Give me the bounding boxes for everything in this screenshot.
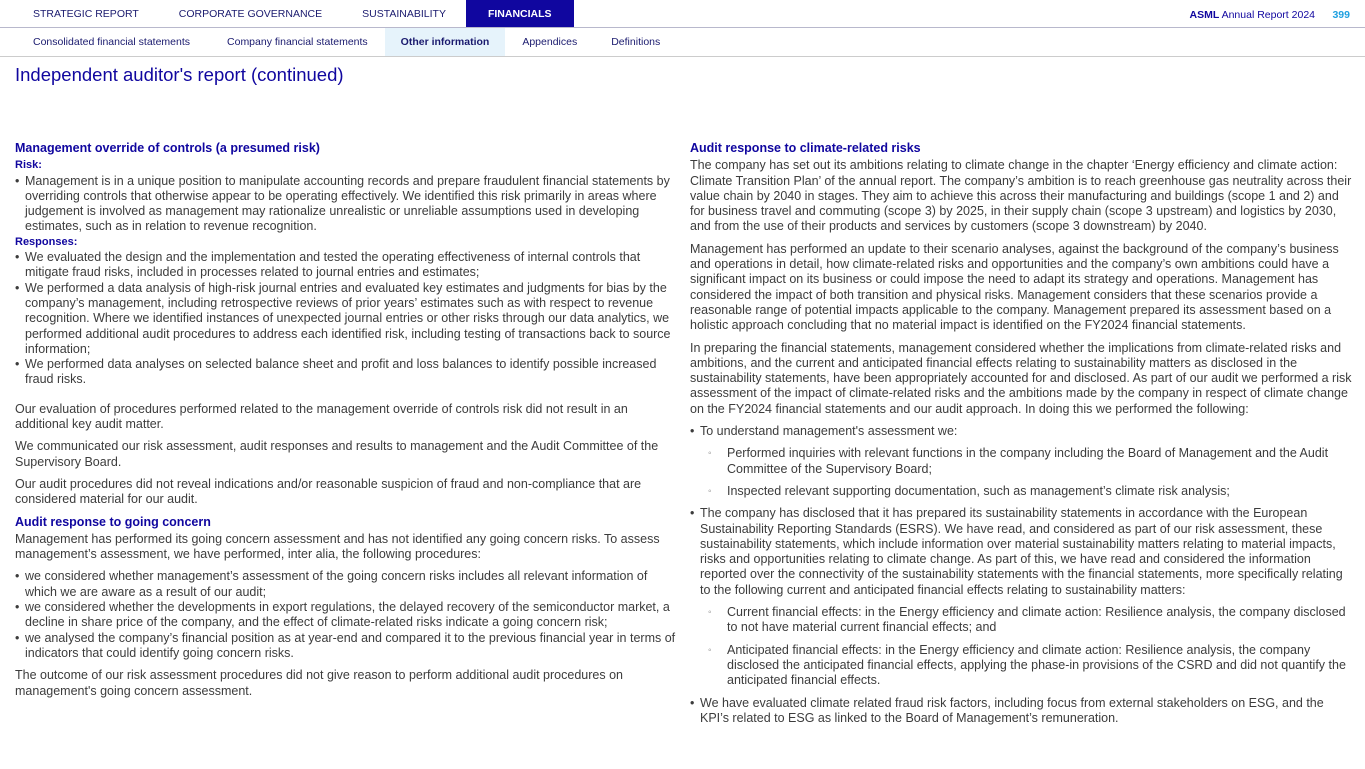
paragraph: Management has performed its going concern assessment and has not identified any going concern risks. To assess management’s assessment, we have performed, inter alia, the following procedures: (15, 531, 660, 562)
page-title: Independent auditor's report (continued) (15, 64, 344, 85)
sub-list-item: ◦ Current financial effects: in the Energy efficiency and climate action: Resilience analysis, the company disclosed to not have material current financial effects; and (700, 605, 1352, 636)
paragraph: The outcome of our risk assessment procedures did not give reason to perform additional audit procedures on management's going concern assessment. (15, 668, 623, 698)
section-heading: Audit response to climate-related risks (690, 141, 921, 155)
subtab-appendices[interactable]: Appendices (522, 36, 578, 48)
list-item: • We performed data analyses on selected balance sheet and profit and loss balances to identify possible increased fraud risks. (15, 357, 678, 388)
list-item-text: The company has disclosed that it has prepared its sustainability statements in accordance with the European Sustainability Reporting Standards (ESRS). We have read, and considered as part of our risk assessment, these sustainability statements, which include information over material sustainability matters relating to material impacts, risks and opportunities relating to climate change. As part of this, we have read and considered the information reported over the connectivity of the sustainability statements with the financial statements, more specifically relating to the following current and anticipated financial effects relating to sustainability matters: (700, 506, 1343, 597)
list-item: • we analysed the company’s financial position as at year-end and compared it to the previous financial year in terms of indicators that could identify going concern risks. (15, 631, 678, 662)
paragraph: The company has set out its ambitions relating to climate change in the chapter ‘Energy efficiency and climate action: Climate Transition Plan’ of the annual report. The company’s ambition is to reach greenhouse gas neutrality across their value chain by 2040 in stages. They aim to achieve this across their manufacturing and buildings (scope 1 and 2) and for business travel and commuting (scope 3) by 2025, in their supply chain (scope 3 upstream) and logistics by 2030, and from the use of their products and services by customers (scope 3 downstream) by 2040. (690, 158, 1352, 234)
subtab-consolidated[interactable]: Consolidated financial statements (33, 36, 191, 48)
subtab-definitions[interactable]: Definitions (611, 36, 661, 48)
tab-sustainability[interactable]: SUSTAINABILITY (362, 7, 446, 20)
sub-list-item: ◦ Inspected relevant supporting documentation, such as management’s climate risk analysis; (700, 484, 1352, 499)
list-item: • Management is in a unique position to manipulate accounting records and prepare fraudulent financial statements by overriding controls that otherwise appear to be operating effectively. We identified this risk primarily in areas where judgement is involved as management may rationalize unrealistic or unreliable assumptions used in developing estimates, such as in relation to revenue recognition. (15, 174, 678, 235)
tab-strategic-report[interactable]: STRATEGIC REPORT (33, 7, 139, 20)
list-item: • We performed a data analysis of high-risk journal entries and evaluated key estimates and judgments for bias by the company’s management, including retrospective reviews of prior years’ estimates such as with respect to revenue recognition. Where we identified instances of unexpected journal entries or other risks through our data analytics, we performed additional audit procedures to address each identified risk, including testing of transactions back to source information; (15, 281, 678, 357)
subtab-other-information[interactable]: Other information (385, 28, 506, 56)
risk-label: Risk: (15, 159, 42, 172)
list-item: • we considered whether the developments in export regulations, the delayed recovery of the semiconductor market, a decline in share price of the company, and the effect of climate-related risks indicate a going concern risk; (15, 600, 678, 631)
right-column (690, 141, 1352, 733)
left-column (15, 141, 678, 706)
report-name: Annual Report 2024 (1221, 9, 1315, 21)
tab-financials[interactable]: FINANCIALS (466, 0, 574, 27)
report-brand (1190, 9, 1316, 21)
sub-list-item: ◦ Performed inquiries with relevant functions in the company including the Board of Management and the Audit Committee of the Supervisory Board; (700, 446, 1352, 477)
paragraph: Management has performed an update to their scenario analyses, against the background of the company’s business and operations in detail, how climate-related risks and opportunities and the company’s own ambitions could have a significant impact on its business or could impose the need to adapt its strategy and operations. Management has considered the impact of both transition and physical risks. Management considers that these scenarios provide a reasonable range of potential impacts applicable to the company. Management prepared its assessment based on a holistic approach concluding that no material impact is identified on the FY2024 financial statements. (690, 241, 1339, 333)
responses-label: Responses: (15, 235, 78, 248)
list-item (690, 506, 1352, 688)
list-item: • We evaluated the design and the implementation and tested the operating effectiveness of internal controls that mitigate fraud risks, included in processes related to journal entries and estimates; (15, 250, 678, 281)
list-item: • We have evaluated climate related fraud risk factors, including focus from external stakeholders on ESG, and the KPI’s related to ESG as linked to the Board of Management’s remuneration. (690, 696, 1352, 727)
list-item-text: To understand management's assessment we: (700, 424, 958, 439)
paragraph: We communicated our risk assessment, audit responses and results to management and the Audit Committee of the Supervisory Board. (15, 439, 659, 469)
section-heading: Audit response to going concern (15, 514, 211, 529)
paragraph: Our audit procedures did not reveal indications and/or reasonable suspicion of fraud and non-compliance that are considered material for our audit. (15, 476, 642, 507)
sub-list-item: ◦ Anticipated financial effects: in the Energy efficiency and climate action: Resilience analysis, the company disclosed the anticipated financial effects, applying the phase-in provisions of the CSRD and did not quantify the anticipated financial effects. (700, 643, 1352, 689)
section-heading: Management override of controls (a presumed risk) (15, 141, 320, 155)
list-item: • we considered whether management’s assessment of the going concern risks includes all relevant information of which we are aware as a result of our audit; (15, 569, 678, 600)
sub-navigation (0, 28, 1365, 57)
tab-corporate-governance[interactable]: CORPORATE GOVERNANCE (178, 7, 323, 20)
page-number: 399 (1332, 9, 1350, 21)
brand-name: ASML (1189, 9, 1220, 21)
paragraph: In preparing the financial statements, management considered whether the implications from climate-related risks and ambitions, and the current and anticipated financial effects relating to sustainability matters as disclosed in the sustainability statements, have been appropriately accounted for and disclosed. As part of our audit we performed a risk assessment of the impact of climate-related risks and the ambitions made by the company in respect of climate change on the FY2024 financial statements and our audit approach. In doing this we performed the following: (690, 340, 1352, 416)
top-navigation (0, 0, 1365, 28)
list-item (690, 424, 1352, 499)
subtab-company[interactable]: Company financial statements (227, 36, 368, 48)
paragraph: Our evaluation of procedures performed related to the management override of controls risk did not result in an additional key audit matter. (15, 401, 628, 432)
